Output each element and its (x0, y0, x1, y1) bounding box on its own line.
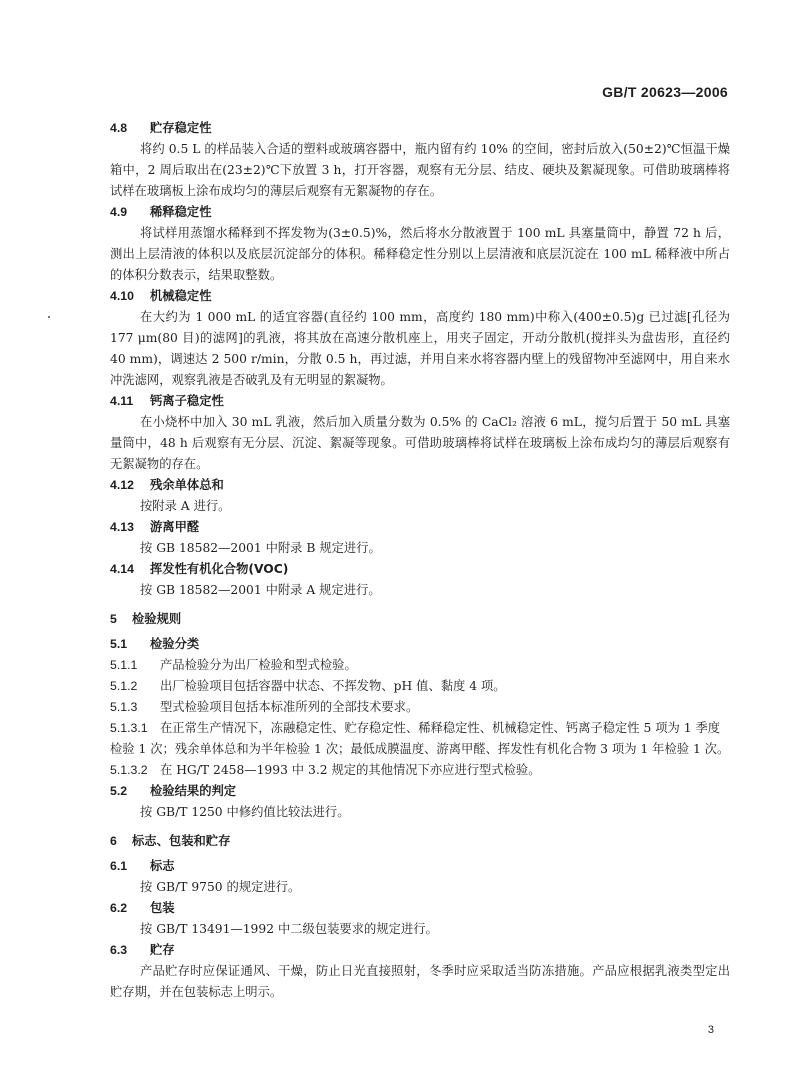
clause-number: 4.12 (110, 478, 134, 492)
item-text: 产品检验分为出厂检验和型式检验。 (160, 658, 357, 672)
clause-title: 标志、包装和贮存 (132, 834, 231, 848)
item-text: 在 HG/T 2458—1993 中 3.2 规定的其他情况下亦应进行型式检验。 (160, 763, 541, 777)
clause-title: 稀释稳定性 (150, 205, 212, 219)
clause-heading (110, 475, 730, 496)
paragraph: 按 GB 18582—2001 中附录 B 规定进行。 (140, 541, 381, 555)
clause-heading (110, 940, 730, 961)
clause-title: 残余单体总和 (150, 478, 224, 492)
page-number: 3 (707, 1024, 714, 1036)
clause-heading (110, 898, 730, 919)
item-number: 5.1.1 (110, 658, 138, 672)
item-number: 5.1.3 (110, 700, 138, 714)
item-text: 在正常生产情况下，冻融稳定性、贮存稳定性、稀释稳定性、机械稳定性、钙离子稳定性 5 项为 1 季度检验 1 次；残余单体总和为半年检验 1 次；最低成膜温度、游离甲醛、挥发性有机化合物 3 项为 1 年检验 1 次。 (110, 721, 730, 756)
numbered-item (110, 697, 730, 718)
clause-title: 机械稳定性 (150, 289, 212, 303)
paragraph: 将试样用蒸馏水稀释到不挥发物为(3±0.5)%，然后将水分散液置于 100 mL 具塞量筒中，静置 72 h 后，测出上层清液的体积以及底层沉淀部分的体积。稀释稳定性分别以上层清液和底层沉淀在 100 mL 稀释液中所占的体积分数表示，结果取整数。 (110, 226, 730, 282)
item-number: 5.1.2 (110, 679, 138, 693)
clause-number: 5 (110, 612, 117, 626)
clause-heading (110, 559, 730, 580)
clause-number: 4.9 (110, 205, 128, 219)
numbered-item (110, 676, 730, 697)
paragraph: 按 GB 18582—2001 中附录 A 规定进行。 (140, 583, 381, 597)
paragraph: 产品贮存时应保证通风、干燥，防止日光直接照射，冬季时应采取适当防冻措施。产品应根据乳液类型定出贮存期，并在包装标志上明示。 (110, 964, 730, 999)
paragraph: 按附录 A 进行。 (140, 499, 231, 513)
clause-number: 4.8 (110, 121, 128, 135)
chapter-heading (110, 609, 730, 630)
clause-heading (110, 517, 730, 538)
clause-heading (110, 202, 730, 223)
item-text: 出厂检验项目包括容器中状态、不挥发物、pH 值、黏度 4 项。 (160, 679, 506, 693)
clause-number: 4.11 (110, 394, 134, 408)
clause-number: 6.1 (110, 859, 128, 873)
clause-number: 4.14 (110, 562, 134, 576)
clause-heading (110, 634, 730, 655)
clause-number: 5.1 (110, 637, 128, 651)
clause-title: 检验分类 (150, 637, 200, 651)
clause-title: 贮存 (150, 943, 175, 957)
clause-heading (110, 391, 730, 412)
item-number: 5.1.3.1 (110, 721, 148, 735)
clause-number: 6.3 (110, 943, 128, 957)
paragraph: 将约 0.5 L 的样品装入合适的塑料或玻璃容器中，瓶内留有约 10% 的空间，密封后放入(50±2)℃恒温干燥箱中，2 周后取出在(23±2)℃下放置 3 h，打开容器，观察有无分层、结皮、硬块及絮凝现象。可借助玻璃棒将试样在玻璃板上涂布成均匀的薄层后观察有无絮凝物的存在。 (110, 142, 730, 198)
clause-title: 检验规则 (132, 612, 182, 626)
clause-title: 贮存稳定性 (150, 121, 212, 135)
clause-heading (110, 286, 730, 307)
clause-title: 标志 (150, 859, 175, 873)
item-text: 型式检验项目包括本标准所列的全部技术要求。 (160, 700, 419, 714)
clause-number: 4.10 (110, 289, 134, 303)
clause-title: 游离甲醛 (150, 520, 200, 534)
numbered-item (110, 760, 730, 781)
clause-title: 检验结果的判定 (150, 784, 237, 798)
clause-number: 6.2 (110, 901, 128, 915)
numbered-item (110, 718, 730, 760)
item-number: 5.1.3.2 (110, 763, 148, 777)
clause-title: 挥发性有机化合物(VOC) (150, 562, 289, 576)
paragraph: 按 GB/T 1250 中修约值比较法进行。 (140, 805, 350, 819)
paragraph: 按 GB/T 13491—1992 中二级包装要求的规定进行。 (140, 922, 438, 936)
paragraph: 按 GB/T 9750 的规定进行。 (140, 880, 301, 894)
clause-title: 包装 (150, 901, 175, 915)
chapter-heading (110, 831, 730, 852)
document-body (110, 118, 730, 1003)
standard-code: GB/T 20623—2006 (602, 84, 728, 100)
paragraph: 在大约为 1 000 mL 的适宜容器(直径约 100 mm，高度约 180 mm)中称入(400±0.5)g 已过滤[孔径为 177 μm(80 目)的滤网]的乳液，将其放在高速分散机座上，用夹子固定，开动分散机(搅拌头为盘齿形，直径约 40 mm)，调速达 2 500 r/min，分散 0.5 h，再过滤，并用自来水将容器内壁上的残留物冲至滤网中，用自来水冲洗滤网，观察乳液是否破乳及有无明显的絮凝物。 (110, 310, 730, 387)
numbered-item (110, 655, 730, 676)
clause-number: 6 (110, 834, 117, 848)
clause-number: 4.13 (110, 520, 134, 534)
scan-speck (48, 316, 50, 318)
clause-title: 钙离子稳定性 (150, 394, 224, 408)
clause-heading (110, 118, 730, 139)
clause-heading (110, 856, 730, 877)
clause-heading (110, 781, 730, 802)
clause-number: 5.2 (110, 784, 128, 798)
paragraph: 在小烧杯中加入 30 mL 乳液，然后加入质量分数为 0.5% 的 CaCl₂ 溶液 6 mL，搅匀后置于 50 mL 具塞量筒中，48 h 后观察有无分层、沉淀、絮凝等现象。可借助玻璃棒将试样在玻璃板上涂布成均匀的薄层后观察有无絮凝物的存在。 (110, 415, 730, 471)
